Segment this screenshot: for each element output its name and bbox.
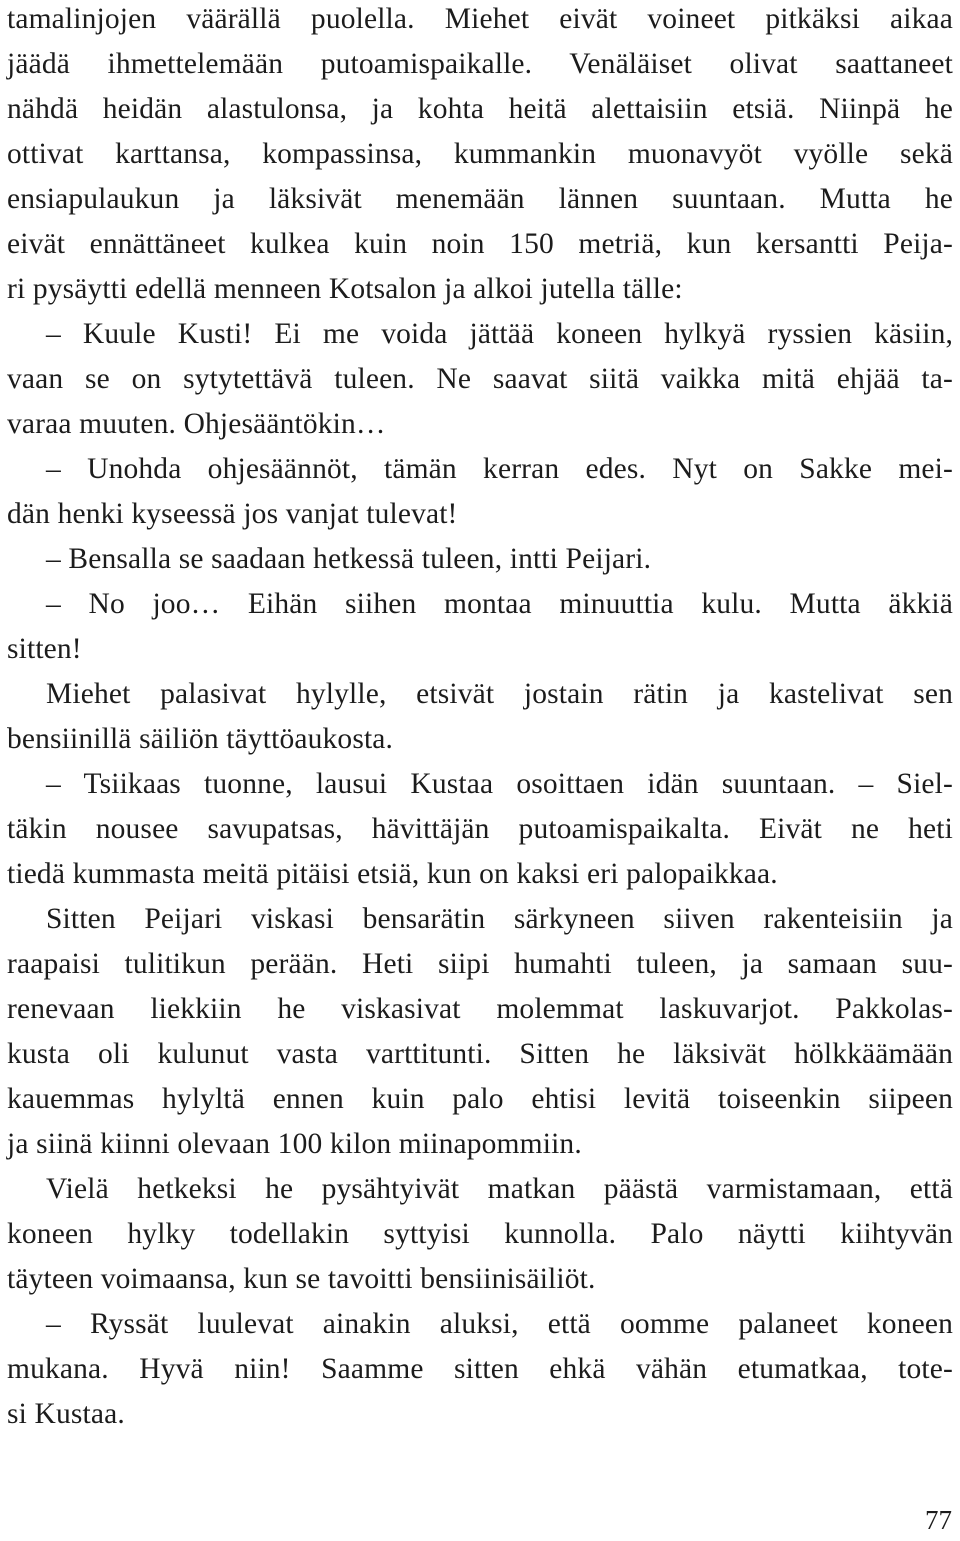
- text-line: tiedä kummasta meitä pitäisi etsiä, kun on kaksi eri palopaikkaa.: [7, 858, 778, 890]
- paragraph-line: Vielä hetkeksi he pysähtyivät matkan päästä varmistamaan, että: [46, 1173, 953, 1205]
- text-line: eivät ennättäneet kulkea kuin noin 150 metriä, kun kersantti Peija-: [7, 228, 953, 260]
- text-line: ri pysäytti edellä menneen Kotsalon ja alkoi jutella tälle:: [7, 273, 683, 305]
- paragraph-line: Sitten Peijari viskasi bensarätin särkyneen siiven rakenteisiin ja: [46, 903, 953, 935]
- text-line: varaa muuten. Ohjesääntökin…: [7, 408, 386, 440]
- paragraph-line: Miehet palasivat hylylle, etsivät jostain rätin ja kastelivat sen: [46, 678, 953, 710]
- dialogue-line: – Unohda ohjesäännöt, tämän kerran edes. Nyt on Sakke mei-: [46, 453, 953, 485]
- text-line: mukana. Hyvä niin! Saamme sitten ehkä vähän etumatkaa, tote-: [7, 1353, 953, 1385]
- text-line: kauemmas hylyltä ennen kuin palo ehtisi levitä toiseenkin siipeen: [7, 1083, 953, 1115]
- text-line: tamalinjojen väärällä puolella. Miehet eivät voineet pitkäksi aikaa: [7, 3, 953, 35]
- dialogue-line: – Ryssät luulevat ainakin aluksi, että oomme palaneet koneen: [46, 1308, 953, 1340]
- text-line: jäädä ihmettelemään putoamispaikalle. Venäläiset olivat saattaneet: [7, 48, 953, 80]
- text-line: raapaisi tulitikun perään. Heti siipi humahti tuleen, ja samaan suu-: [7, 948, 953, 980]
- text-line: kusta oli kulunut vasta varttitunti. Sitten he läksivät hölkkäämään: [7, 1038, 953, 1070]
- text-line: täkin nousee savupatsas, hävittäjän putoamispaikalta. Eivät ne heti: [7, 813, 953, 845]
- dialogue-line: – No joo… Eihän siihen montaa minuuttia kulu. Mutta äkkiä: [46, 588, 953, 620]
- text-line: dän henki kyseessä jos vanjat tulevat!: [7, 498, 458, 530]
- page-number: 77: [925, 1505, 952, 1535]
- text-line: si Kustaa.: [7, 1398, 125, 1430]
- text-line: nähdä heidän alastulonsa, ja kohta heitä alettaisiin etsiä. Niinpä he: [7, 93, 953, 125]
- text-line: ottivat karttansa, kompassinsa, kummankin muonavyöt vyölle sekä: [7, 138, 953, 170]
- text-line: renevaan liekkiin he viskasivat molemmat laskuvarjot. Pakkolas-: [7, 993, 953, 1025]
- text-line: koneen hylky todellakin syttyisi kunnolla. Palo näytti kiihtyvän: [7, 1218, 953, 1250]
- dialogue-line: – Tsiikaas tuonne, lausui Kustaa osoittaen idän suuntaan. – Siel-: [46, 768, 953, 800]
- text-line: bensiinillä säiliön täyttöaukosta.: [7, 723, 394, 755]
- dialogue-line: – Kuule Kusti! Ei me voida jättää koneen hylkyä ryssien käsiin,: [46, 318, 953, 350]
- text-line: sitten!: [7, 633, 82, 665]
- text-line: ja siinä kiinni olevaan 100 kilon miinapommiin.: [7, 1128, 582, 1160]
- dialogue-line: – Bensalla se saadaan hetkessä tuleen, intti Peijari.: [46, 543, 652, 575]
- text-line: vaan se on sytytettävä tuleen. Ne saavat siitä vaikka mitä ehjää ta-: [7, 363, 953, 395]
- text-line: täyteen voimaansa, kun se tavoitti bensiinisäiliöt.: [7, 1263, 596, 1295]
- text-line: ensiapulaukun ja läksivät menemään lännen suuntaan. Mutta he: [7, 183, 953, 215]
